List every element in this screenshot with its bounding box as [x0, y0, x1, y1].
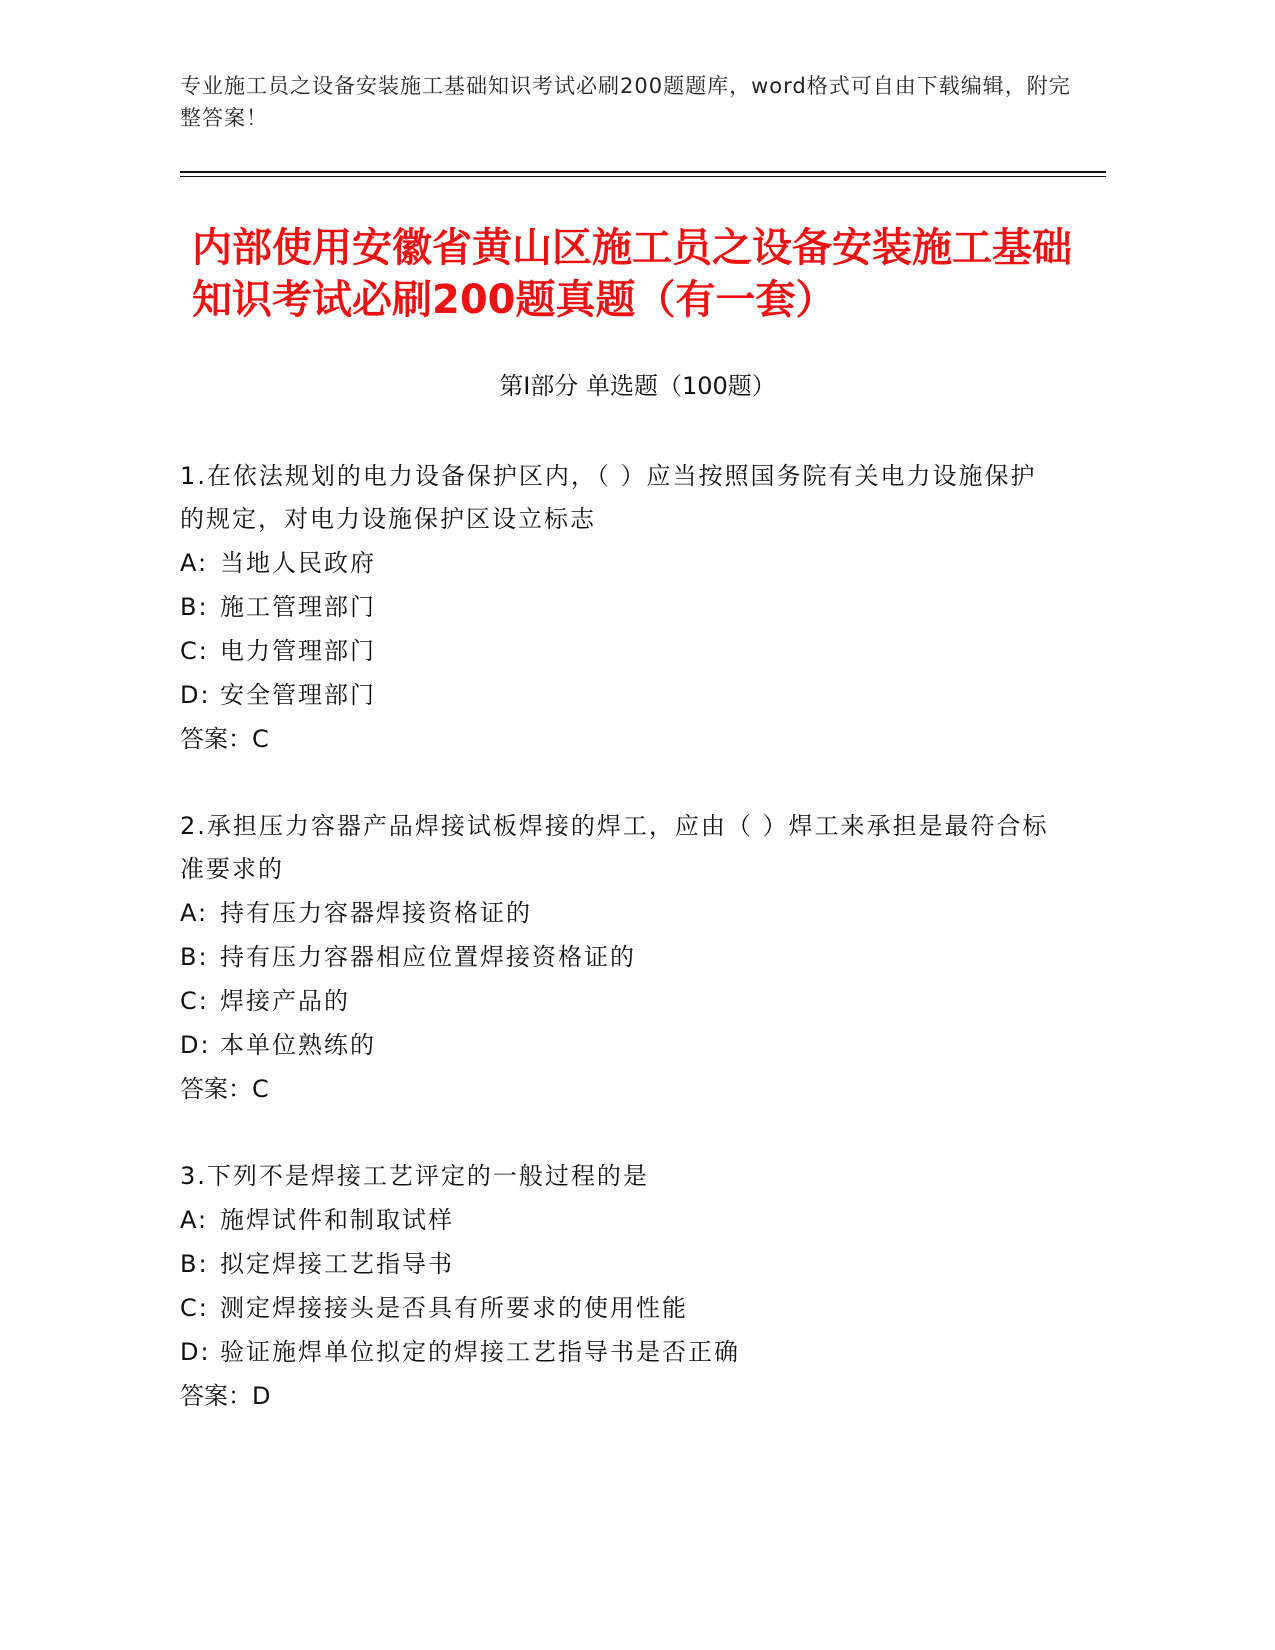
option-key: A:: [180, 899, 209, 927]
option-text: 施焊试件和制取试样: [220, 1206, 454, 1234]
question-stem: 3.下列不是焊接工艺评定的一般过程的是: [180, 1162, 649, 1190]
header-rule-thin: [180, 176, 1106, 177]
option-text: 施工管理部门: [220, 593, 376, 621]
option-c: [180, 1286, 1050, 1330]
document-title: 内部使用安徽省黄山区施工员之设备安装施工基础知识考试必刷200题真题（有一套）: [192, 225, 1072, 323]
section-title: 第Ⅰ部分 单选题（100题）: [499, 372, 776, 400]
question-3: [180, 1155, 1050, 1418]
option-b: [180, 1242, 1050, 1286]
option-d: [180, 673, 1050, 717]
option-key: D:: [180, 1338, 211, 1366]
option-key: D:: [180, 681, 211, 709]
option-key: B:: [180, 1250, 209, 1278]
question-2: [180, 805, 1050, 1111]
question-stem: 1.在依法规划的电力设备保护区内，（ ）应当按照国务院有关电力设施保护的规定，对电力设施保护区设立标志: [180, 462, 1037, 533]
option-text: 电力管理部门: [220, 637, 376, 665]
option-d: [180, 1330, 1050, 1374]
option-key: B:: [180, 943, 209, 971]
option-key: A:: [180, 549, 209, 577]
option-key: C:: [180, 637, 209, 665]
question-stem: 2.承担压力容器产品焊接试板焊接的焊工，应由（ ）焊工来承担是最符合标准要求的: [180, 812, 1049, 883]
option-key: C:: [180, 1294, 209, 1322]
option-text: 持有压力容器相应位置焊接资格证的: [220, 943, 636, 971]
option-a: [180, 1198, 1050, 1242]
header-rule-thick: [180, 171, 1106, 173]
option-b: [180, 585, 1050, 629]
option-text: 本单位熟练的: [220, 1031, 376, 1059]
question-1: [180, 455, 1050, 761]
option-b: [180, 935, 1050, 979]
option-c: [180, 979, 1050, 1023]
option-a: [180, 541, 1050, 585]
option-key: A:: [180, 1206, 209, 1234]
answer: 答案：D: [180, 1382, 271, 1410]
option-a: [180, 891, 1050, 935]
option-text: 安全管理部门: [220, 681, 376, 709]
option-text: 当地人民政府: [220, 549, 376, 577]
option-key: B:: [180, 593, 209, 621]
option-key: C:: [180, 987, 209, 1015]
question-list: [180, 455, 1050, 1462]
option-text: 测定焊接接头是否具有所要求的使用性能: [220, 1294, 688, 1322]
option-c: [180, 629, 1050, 673]
answer: 答案：C: [180, 1075, 269, 1103]
page-header: 专业施工员之设备安装施工基础知识考试必刷200题题库，word格式可自由下载编辑，附完整答案！: [180, 74, 1071, 130]
option-text: 拟定焊接工艺指导书: [220, 1250, 454, 1278]
option-key: D:: [180, 1031, 211, 1059]
option-text: 验证施焊单位拟定的焊接工艺指导书是否正确: [220, 1338, 740, 1366]
option-text: 焊接产品的: [220, 987, 350, 1015]
option-text: 持有压力容器焊接资格证的: [220, 899, 532, 927]
answer: 答案：C: [180, 725, 269, 753]
option-d: [180, 1023, 1050, 1067]
